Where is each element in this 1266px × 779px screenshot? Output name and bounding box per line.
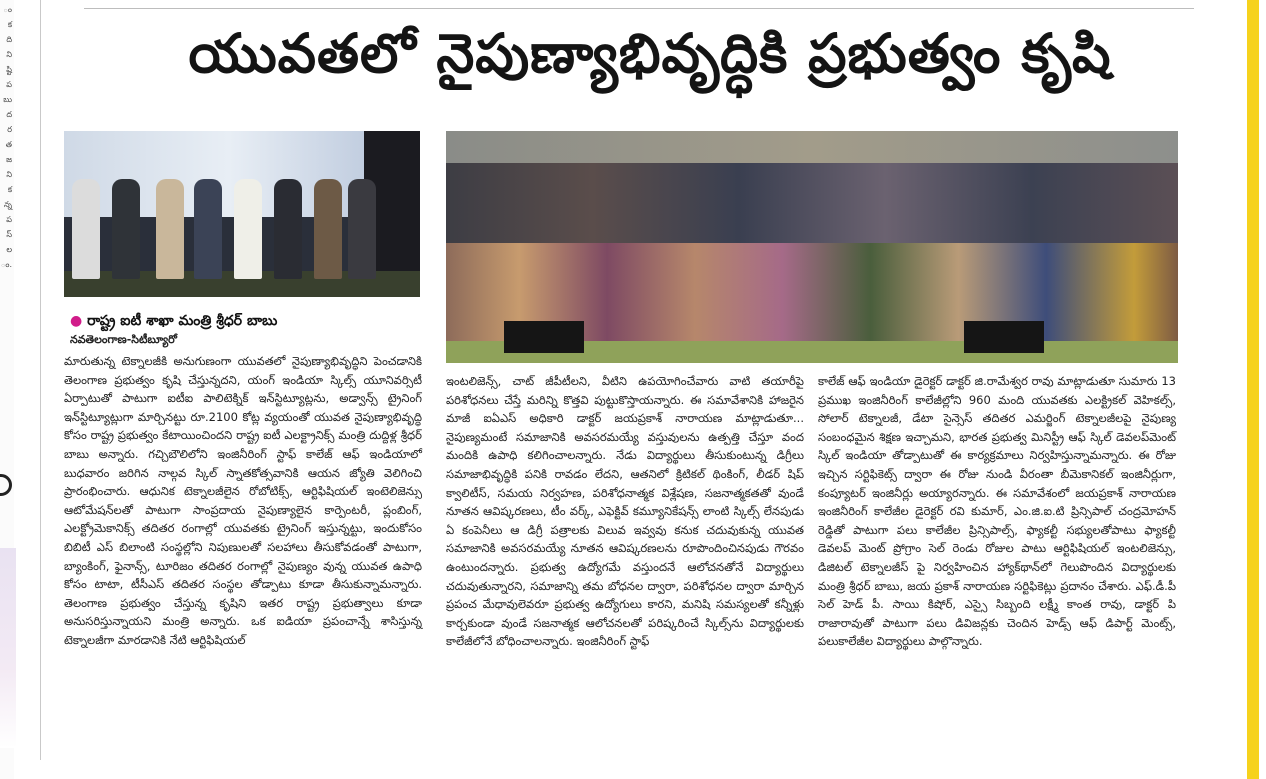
top-rule: [84, 8, 1194, 9]
guest-figure: [314, 179, 342, 279]
guest-figure: [274, 179, 302, 279]
strip-glyph: ద: [6, 110, 12, 119]
strip-glyph: ప: [6, 215, 12, 224]
back-row-group: [446, 163, 1178, 253]
column-text: మారుతున్న టెక్నాలజీకి అనుగుణంగా యువతలో నైపుణ్యాభివృద్ధిని పెంచడానికి తెలంగాణ ప్రభుత్వం కృషి చేస్తున్నదని, యంగ్ ఇండియా స్కిల్స్ యూనివర్సిటీ ఏర్పాటుతో పాటుగా ఐటీఐ పాలిటెక్నిక్ ఇన్‌స్టిట్యూట్లను, అడ్వాన్స్ ట్రైనింగ్ ఇన్‌స్టిట్యూట్లుగా మార్చినట్టు రూ.2100 కోట్ల వ్యయంతో యువత నైపుణ్యాభివృద్ధి కోసం రాష్ట్ర ప్రభుత్వం కేటాయించిందని రాష్ట్ర ఐటీ ఎలక్ట్రానిక్స్ మంత్రి దుద్దిళ్ల శ్రీధర్ బాబు అన్నారు. గచ్చిబౌలిలోని ఇంజినీరింగ్ స్టాఫ్ కాలేజ్ ఆఫ్ ఇండియాలో బుధవారం జరిగిన నాల్గవ స్కిల్ స్నాతకోత్సవానికి ఆయన జ్యోతి వెలిగించి ప్రారంభించారు. ఆధునిక టెక్నాలజీలైన రోబోటిక్స్, ఆర్టిఫిషియల్ ఇంటెలిజెన్సు ఆటోమేషన్‌లతో పాటుగా సాంప్రదాయ నైపుణ్యాలైన కార్పెంటరీ, ప్లంబింగ్, ఎలక్ట్రోమెకానిక్స్ తదితర రంగాల్లో యువతకు ట్రైనింగ్ ఇస్తున్నట్టు, ఇందుకోసం బిబిటీ ఎస్ బిలాంటి సంస్థల్లోని నిపుణులతో సలహాలు తీసుకోవడంతో పాటుగా, బ్యాంకింగ్, ఫైనాన్స్, టూరిజం తదితర రంగాల్లో నైపుణ్యం వున్న యువత ఉపాధి కోసం టాటా, టీసీఎస్ తదితర సంస్థల తోడ్పాటు కూడా తీసుకున్నామన్నారు. తెలంగాణ ప్రభుత్వం చేస్తున్న కృషిని ఇతర రాష్ట్ర ప్రభుత్వాలు కూడా అనుసరిస్తున్నాయని మంత్రి అన్నారు. ఒక ఐడియా ప్రపంచాన్నే శాసిస్తున్న టెక్నాలజీగా మారడానికి నేటి ఆర్టిఫిషియల్: [64, 354, 422, 647]
strip-glyph: బు: [3, 95, 12, 104]
strip-glyph: క: [7, 185, 12, 194]
adjacent-advertisement: [0, 548, 16, 748]
stage-speaker: [504, 321, 584, 353]
caption-text: రాష్ట్ర ఐటీ శాఖా మంత్రి శ్రీధర్ బాబు: [87, 313, 278, 329]
strip-glyph: స్: [6, 230, 12, 239]
strip-glyph: త: [5, 140, 12, 149]
strip-glyph: ర: [7, 125, 12, 134]
caption-bullet: ●: [70, 313, 83, 329]
photo-caption: [70, 311, 420, 331]
graduates-group-photo: [446, 131, 1178, 363]
strip-glyph: ని: [6, 170, 12, 179]
article-headline: యువతలో నైపుణ్యాభివృద్ధికి ప్రభుత్వం కృషి: [188, 22, 1112, 85]
strip-glyph: ది: [6, 35, 12, 44]
guest-figure: [194, 179, 222, 279]
article-column-1: [64, 352, 422, 650]
strip-glyph: ల: [6, 245, 12, 254]
strip-glyph: ం: [3, 5, 12, 14]
strip-glyph: ప: [6, 80, 12, 89]
guest-figure: [234, 179, 262, 279]
column-text: ఇంటలిజెన్స్, చాట్ జీపీటీలని, వీటిని ఉపయోగించేవారు వాటి తయారీపై పరిశోధనలు చేస్తే మరిన్ని కొత్తవి పుట్టుకొస్తాయన్నారు. ఈ సమావేశానికి హాజరైన మాజీ ఐఏఎస్ అధికారి డాక్టర్ జయప్రకాశ్ నారాయణ మాట్లాడుతూ... నైపుణ్యమంటే సమాజానికి అవసరమయ్యే వస్తువులను ఉత్పత్తి చేస్తూ వంద మందికి ఉపాధి కలిగించాలన్నారు. నేడు విద్యార్థులు తీసుకుంటున్న డిగ్రీలు సమాజాభివృద్ధికి పనికి రావడం లేదని, ఆతనిలో క్రిటికల్ థింకింగ్, లీడర్ షిప్ క్వాలిటీస్, సమయ నిర్వహణ, పరిశోధనాత్మక విశ్లేషణ, సజనాత్మకతతో వుండే నూతన ఆవిష్కరణలు, టీం వర్క్, ఎఫెక్టివ్ కమ్యూనికేషన్స్ లాంటి స్కిల్స్ లేనపుడు ఏ కంపెనీలు ఆ డిగ్రీ పత్రాలకు విలువ ఇవ్వవు కనుక చదువుకున్న యువత సమాజానికి అవసరమయ్యే నూతన ఆవిష్కరణలను రూపొందించినపుడు గౌరవం ఉంటుందన్నారు. ప్రభుత్వ ఉద్యోగమే వస్తుందనే ఆలోచనతోనే విద్యార్థులు చదువుతున్నారని, సమాజాన్ని తమ బోధనల ద్వారా, పరిశోధనల ద్వారా మార్చిన ప్రపంచ మేధావులెవరూ ప్రభుత్వ ఉద్యోగులు కారని, మనిషి సమస్యలతో కన్నీళ్లు కార్చకుండా వుండే సజనాత్మక ఆలోచనలతో పరిష్కరించే స్కిల్స్‌ను విద్యార్థులకు కాలేజీలోనే బోధించాలన్నారు. ఇంజినీరింగ్ స్టాఫ్: [446, 374, 804, 649]
stage-speaker: [964, 321, 1044, 353]
guest-figure: [348, 179, 376, 279]
minister-lighting-lamp-photo: [64, 131, 420, 297]
strip-glyph: న్న: [4, 200, 12, 209]
byline: నవతెలంగాణ-సిటీబ్యూరో: [70, 333, 177, 346]
article-column-2: [446, 372, 804, 651]
guest-figure: [156, 179, 184, 279]
strip-glyph: క: [7, 20, 12, 29]
guest-figure: [112, 179, 140, 279]
article-column-3: [818, 372, 1176, 651]
column-divider: [40, 0, 41, 760]
guest-figure: [72, 179, 100, 279]
page-edge-band: [1247, 0, 1259, 779]
strip-glyph: ం.: [0, 260, 12, 269]
strip-glyph: ష్టి: [6, 65, 12, 74]
strip-glyph: జ: [6, 155, 12, 164]
strip-glyph: ని: [6, 50, 12, 59]
column-text: కాలేజ్ ఆఫ్ ఇండియా డైరెక్టర్ డాక్టర్ జి.రామేశ్వర రావు మాట్లాడుతూ సుమారు 13 ప్రముఖ ఇంజినీరింగ్ కాలేజీల్లోని 960 మంది యువతకు ఎలక్ట్రికల్ వెహికల్స్, సోలార్ టెక్నాలజీ, డేటా సైన్సెస్ తదితర ఎమర్జింగ్ టెక్నాలజీలపై నైపుణ్య సంబంధమైన శిక్షణ ఇచ్చామని, భారత ప్రభుత్వ మినిస్ట్రీ ఆఫ్ స్కిల్ డెవలప్‌మెంట్ స్కిల్ ఇండియా తోడ్పాటుతో ఈ కార్యక్రమాలు నిర్వహిస్తున్నామన్నారు. ఈ రోజు ఇచ్చిన సర్టిఫికెట్స్ ద్వారా ఈ రోజు నుండి వీరంతా బీమెకానికల్ ఇంజినీర్లుగా, కంప్యూటర్ ఇంజినీర్లు అయ్యారన్నారు. ఈ సమావేశంలో జయప్రకాశ్ నారాయణ ఇంజినీరింగ్ కాలేజీల డైరెక్టర్ రవి కుమార్, ఎం.జి.ఐ.టి ప్రిన్సిపాల్ చంద్రమోహన్ రెడ్డితో పాటుగా పలు కాలేజీల ప్రిన్సిపాల్స్, ఫ్యాకల్టీ సభ్యులతోపాటు ఫ్యాకల్టీ డెవలప్ మెంట్ ప్రోగ్రాం సెల్ రెండు రోజుల పాటు ఆర్టిఫిషియల్ ఇంటలిజెన్సు, డిజిటల్ టెక్నాలజీస్ పై నిర్వహించిన హ్యాక్‌థాన్‌లో గెలుపొందిన విద్యార్థులకు మంత్రి శ్రీధర్ బాబు, జయ ప్రకాశ్ నారాయణ సర్టిఫికెట్లు ప్రదానం చేశారు. ఎఫ్.డీ.పీ సెల్ హెడ్ పీ. సాయి కిషోర్, ఎస్సై సిబ్బంది లక్ష్మీ కాంత రావు, డాక్టర్ పి రాజారావుతో పాటుగా పలు డివిజన్లకు చెందిన హెడ్స్ ఆఫ్ డిపార్ట్ మెంట్స్, పలుకాలేజీల విద్యార్థులు పాల్గొన్నారు.: [818, 374, 1176, 649]
